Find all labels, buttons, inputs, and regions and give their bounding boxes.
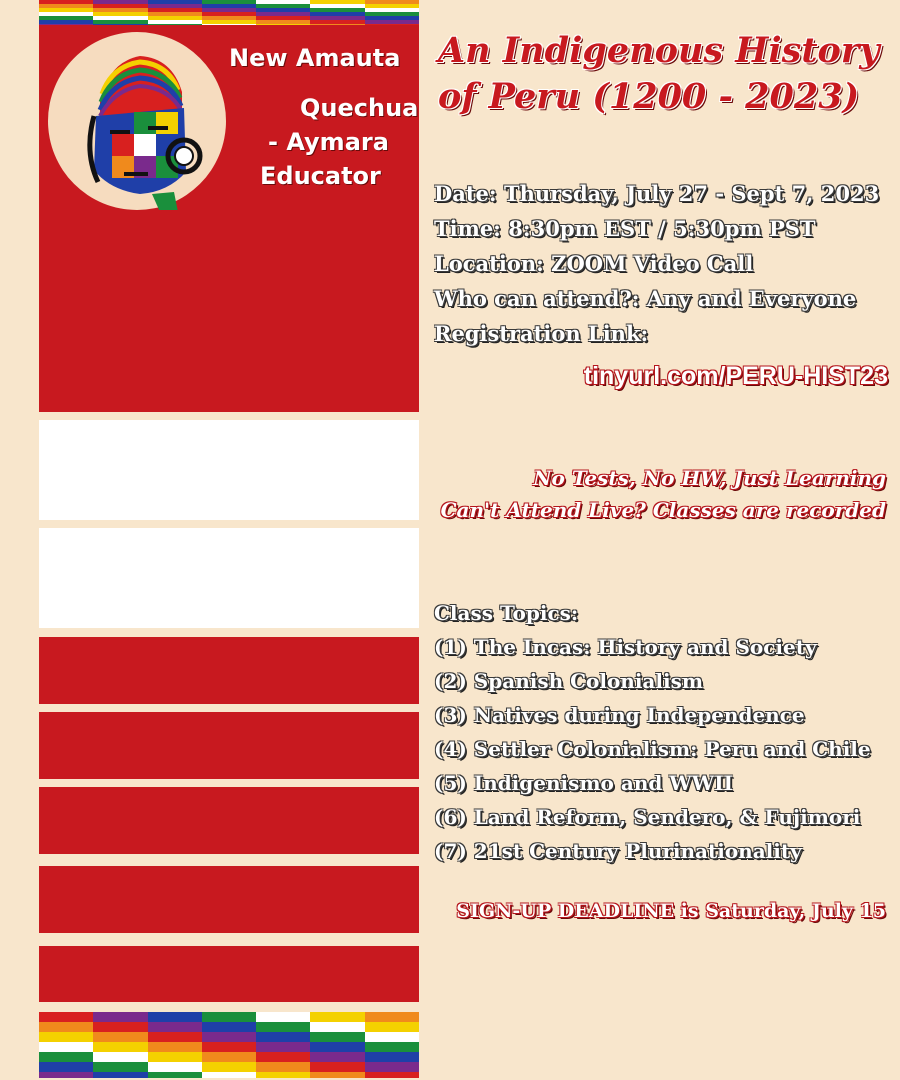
wiphala-column — [202, 1012, 257, 1078]
registration-link[interactable]: tinyurl.com/PERU-HIST23 — [583, 362, 888, 390]
topic-item: (4) Settler Colonialism: Peru and Chile — [434, 737, 871, 761]
wiphala-top-stripe — [39, 0, 419, 25]
wiphala-column — [310, 1012, 365, 1078]
wiphala-cell — [365, 1072, 419, 1078]
wiphala-cell — [202, 1072, 257, 1078]
wiphala-cell — [93, 1032, 148, 1042]
wiphala-cell — [148, 1032, 203, 1042]
topic-item: (1) The Incas: History and Society — [434, 635, 817, 659]
wiphala-cell — [256, 1052, 311, 1062]
wiphala-bottom-stripe — [39, 1012, 419, 1078]
topic-item: (2) Spanish Colonialism — [434, 669, 704, 693]
topic-item: (5) Indigenismo and WWII — [434, 771, 733, 795]
event-time: Time: 8:30pm EST / 5:30pm PST — [434, 216, 816, 241]
wiphala-cell — [310, 1052, 365, 1062]
event-details — [434, 176, 894, 351]
wiphala-cell — [202, 1032, 257, 1042]
wiphala-cell — [202, 1022, 257, 1032]
white-block-2 — [39, 528, 419, 628]
wiphala-cell — [365, 1042, 419, 1052]
wiphala-cell — [202, 1052, 257, 1062]
white-block-1 — [39, 420, 419, 520]
wiphala-cell — [256, 1042, 311, 1052]
wiphala-column — [365, 1012, 419, 1078]
wiphala-cell — [202, 1012, 257, 1022]
wiphala-column — [93, 0, 148, 25]
wiphala-cell — [148, 1022, 203, 1032]
brand-line-educator: Educator — [260, 162, 381, 190]
wiphala-cell — [39, 1072, 94, 1078]
wiphala-column — [256, 1012, 311, 1078]
wiphala-cell — [148, 1052, 203, 1062]
note-recorded: Can't Attend Live? Classes are recorded — [440, 498, 886, 522]
wiphala-cell — [93, 1022, 148, 1032]
red-block-2 — [39, 712, 419, 779]
wiphala-cell — [39, 1052, 94, 1062]
topic-item: (7) 21st Century Plurinationality — [434, 839, 802, 863]
wiphala-cell — [256, 1062, 311, 1072]
wiphala-cell — [39, 1032, 94, 1042]
wiphala-cell — [39, 1012, 94, 1022]
wiphala-cell — [256, 1072, 311, 1078]
wiphala-cell — [365, 1062, 419, 1072]
wiphala-cell — [93, 1012, 148, 1022]
brand-name: New Amauta — [229, 44, 401, 72]
wiphala-cell — [202, 1042, 257, 1052]
wiphala-cell — [256, 1022, 311, 1032]
wiphala-column — [365, 0, 419, 25]
wiphala-column — [256, 0, 311, 25]
wiphala-cell — [148, 1072, 203, 1078]
wiphala-cell — [310, 1072, 365, 1078]
wiphala-column — [310, 0, 365, 25]
event-title-line-2: of Peru (1200 - 2023) — [438, 76, 860, 117]
wiphala-column — [39, 0, 94, 25]
wiphala-cell — [202, 1062, 257, 1072]
topic-item: (6) Land Reform, Sendero, & Fujimori — [434, 805, 861, 829]
wiphala-cell — [310, 1032, 365, 1042]
class-topics — [434, 596, 894, 868]
wiphala-column — [148, 0, 203, 25]
wiphala-cell — [310, 1042, 365, 1052]
registration-label: Registration Link: — [434, 321, 649, 346]
new-amauta-logo — [48, 32, 226, 210]
signup-deadline: SIGN-UP DEADLINE is Saturday, July 15 — [456, 900, 886, 922]
wiphala-cell — [148, 1042, 203, 1052]
red-block-3 — [39, 787, 419, 854]
event-date: Date: Thursday, July 27 - Sept 7, 2023 — [434, 181, 880, 206]
wiphala-cell — [39, 1042, 94, 1052]
wiphala-cell — [365, 1052, 419, 1062]
note-no-tests: No Tests, No HW, Just Learning — [533, 466, 886, 490]
wiphala-column — [39, 1012, 94, 1078]
wiphala-column — [202, 0, 257, 25]
red-block-1 — [39, 637, 419, 704]
class-notes — [420, 462, 886, 526]
andean-head-icon — [48, 32, 226, 210]
wiphala-cell — [310, 1062, 365, 1072]
event-title-line-1: An Indigenous History — [438, 30, 880, 71]
wiphala-cell — [256, 1032, 311, 1042]
red-block-5 — [39, 946, 419, 1002]
wiphala-cell — [365, 1022, 419, 1032]
wiphala-cell — [365, 1032, 419, 1042]
wiphala-column — [148, 1012, 203, 1078]
event-title — [438, 28, 893, 120]
wiphala-cell — [365, 1012, 419, 1022]
wiphala-cell — [256, 1012, 311, 1022]
event-location: Location: ZOOM Video Call — [434, 251, 754, 276]
topics-heading: Class Topics: — [434, 601, 579, 625]
wiphala-cell — [93, 1062, 148, 1072]
red-block-4 — [39, 866, 419, 933]
event-attendance: Who can attend?: Any and Everyone — [434, 286, 857, 311]
brand-line-aymara: - Aymara — [268, 128, 389, 156]
wiphala-cell — [310, 1012, 365, 1022]
wiphala-column — [93, 1012, 148, 1078]
wiphala-cell — [39, 1022, 94, 1032]
wiphala-cell — [310, 1022, 365, 1032]
brand-line-quechua: Quechua — [300, 94, 419, 122]
wiphala-cell — [93, 1072, 148, 1078]
wiphala-cell — [93, 1052, 148, 1062]
wiphala-cell — [148, 1012, 203, 1022]
wiphala-cell — [148, 1062, 203, 1072]
topic-item: (3) Natives during Independence — [434, 703, 805, 727]
wiphala-cell — [39, 1062, 94, 1072]
wiphala-cell — [93, 1042, 148, 1052]
